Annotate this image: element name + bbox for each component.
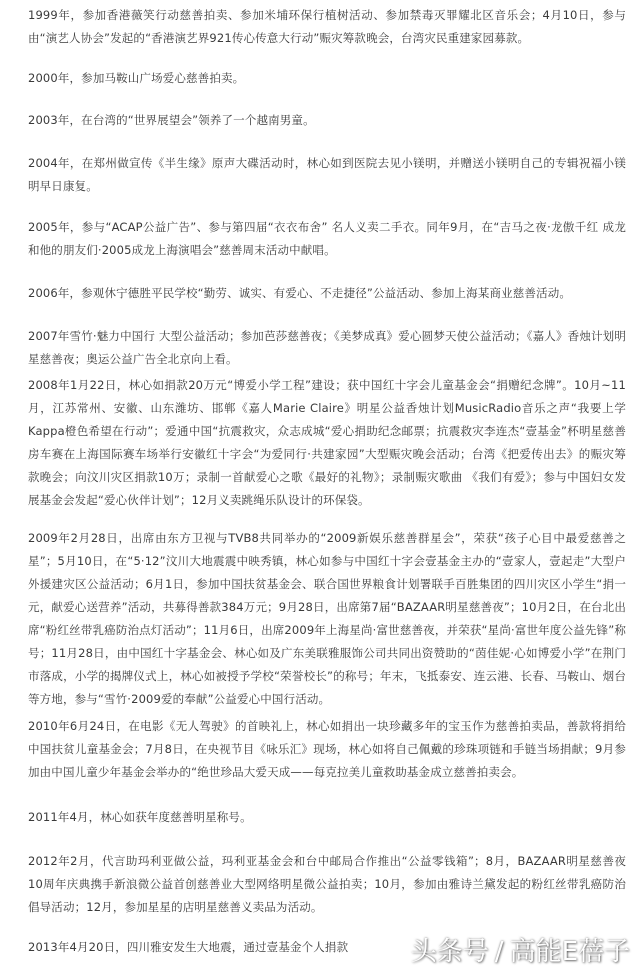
- watermark-source: 头条号: [410, 937, 489, 967]
- paragraph-2004: 2004年，在郑州做宣传《半生缘》原声大碟活动时，林心如到医院去见小镁明，并赠送小镁明自己的专辑祝福小镁明早日康复。: [28, 156, 626, 193]
- paragraph-2003: 2003年，在台湾的“世界展望会”领养了一个越南男童。: [28, 113, 315, 127]
- watermark-author: 高能E蓓子: [509, 937, 630, 967]
- paragraph-2012: 2012年2月，代言助玛利亚做公益，玛利亚基金会和台中邮局合作推出“公益零钱箱”；8月，BAZAAR明星慈善夜10周年庆典携手新浪微公益首创慈善业大型网络明星微公益拍卖；10月，参加由雅诗兰黛发起的粉红丝带乳癌防治倡导活动；12月，参加星星的店明星慈善义卖品为活动。: [28, 854, 626, 914]
- paragraph-2009: 2009年2月28日，出席由东方卫视与TVB8共同举办的“2009新娱乐慈善群星会”，荣获“孩子心目中最爱慈善之星”；5月10日，在“5·12”汶川大地震震中映秀镇，林心如参与中国红十字会壹基金主办的“壹家人，壹起走”大型户外援建灾区公益活动；6月1日，参加中国扶贫基金会、联合国世界粮食计划署联手百胜集团的四川灾区小学生“捐一元，献爱心送营养”活动，共募得善款384万元；9月28日，出席第7届“BAZAAR明星慈善夜”；10月2日，在台北出席“粉红丝带乳癌防治点灯活动”；11月6日，出席2009年上海星尚·富世慈善夜，并荣获“星尚·富世年度公益先锋”称号；11月28日，由中国红十字基金会、林心如及广东美联雅服饰公司共同出资赞助的“茵佳妮·心如博爱小学”在荆门市落成，小学的揭牌仪式上，林心如被授予学校“荣誉校长”的称号；年末，飞抵泰安、连云港、长春、马鞍山、烟台等方地，参与“雪竹·2009爱的奉献”公益爱心中国行活动。: [28, 531, 626, 706]
- paragraph-2000: 2000年，参加马鞍山广场爱心慈善拍卖。: [28, 71, 245, 85]
- watermark: [411, 936, 630, 968]
- paragraph-2006: 2006年，参观休宁德胜平民学校“勤劳、诚实、有爱心、不走捷径”公益活动、参加上海某商业慈善活动。: [28, 286, 572, 300]
- paragraph-2013: 2013年4月20日，四川雅安发生大地震，通过壹基金个人捐款: [28, 940, 349, 954]
- paragraph-2010: 2010年6月24日，在电影《无人驾驶》的首映礼上，林心如捐出一块珍藏多年的宝玉作为慈善拍卖品，善款将捐给中国扶贫儿童基金会；7月8日，在央视节目《咏乐汇》现场，林心如将自己佩戴的珍珠项链和手链当场捐献；9月参加由中国儿童少年基金会举办的“绝世珍品大爱天成——每克拉美儿童救助基金成立慈善拍卖会。: [28, 719, 626, 779]
- paragraph-2007: 2007年雪竹·魅力中国行 大型公益活动；参加芭莎慈善夜；《美梦成真》爱心圆梦天使公益活动；《嘉人》香烛计划明星慈善夜；奥运公益广告全北京向上看。: [28, 329, 626, 366]
- paragraph-2011: 2011年4月，林心如获年度慈善明星称号。: [28, 810, 252, 824]
- paragraph-1999: 1999年，参加香港薇笑行动慈善拍卖、参加米埔环保行植树活动、参加禁毒灭罪耀北区音乐会；4月10日，参与由“演艺人协会”发起的“香港演艺界921传心传意大行动”赈灾筹款晚会，台湾灾民重建家园募款。: [28, 8, 626, 45]
- paragraph-2005: 2005年，参与“ACAP公益广告”、参与第四届“衣衣布舍” 名人义卖二手衣。同年9月，在“吉马之夜·龙傲千红 成龙和他的朋友们·2005成龙上海演唱会”慈善周末活动中献唱。: [28, 220, 626, 257]
- watermark-separator: /: [494, 937, 504, 967]
- paragraph-2008: 2008年1月22日，林心如捐款20万元“博爱小学工程”建设；获中国红十字会儿童基金会“捐赠纪念牌”。10月~11月，江苏常州、安徽、山东潍坊、邯郸《嘉人Marie Claire》明星公益香烛计划MusicRadio音乐之声“我要上学Kappa橙色希望在行动”；爱通中国“抗震救灾，众志成城“爱心捐助纪念邮票；抗震救灾李连杰“壹基金”杯明星慈善房车赛在上海国际赛车场举行安徽红十字会“为爱同行·共建家园”大型赈灾晚会活动；台湾《把爱传出去》的赈灾筹款晚会；向汶川灾区捐款10万；录制一首献爱心之歌《最好的礼物》；录制赈灾歌曲 《我们有爱》；参与中国妇女发展基金会发起“爱心伙伴计划”；12月义卖跳绳乐队设计的环保袋。: [28, 378, 626, 507]
